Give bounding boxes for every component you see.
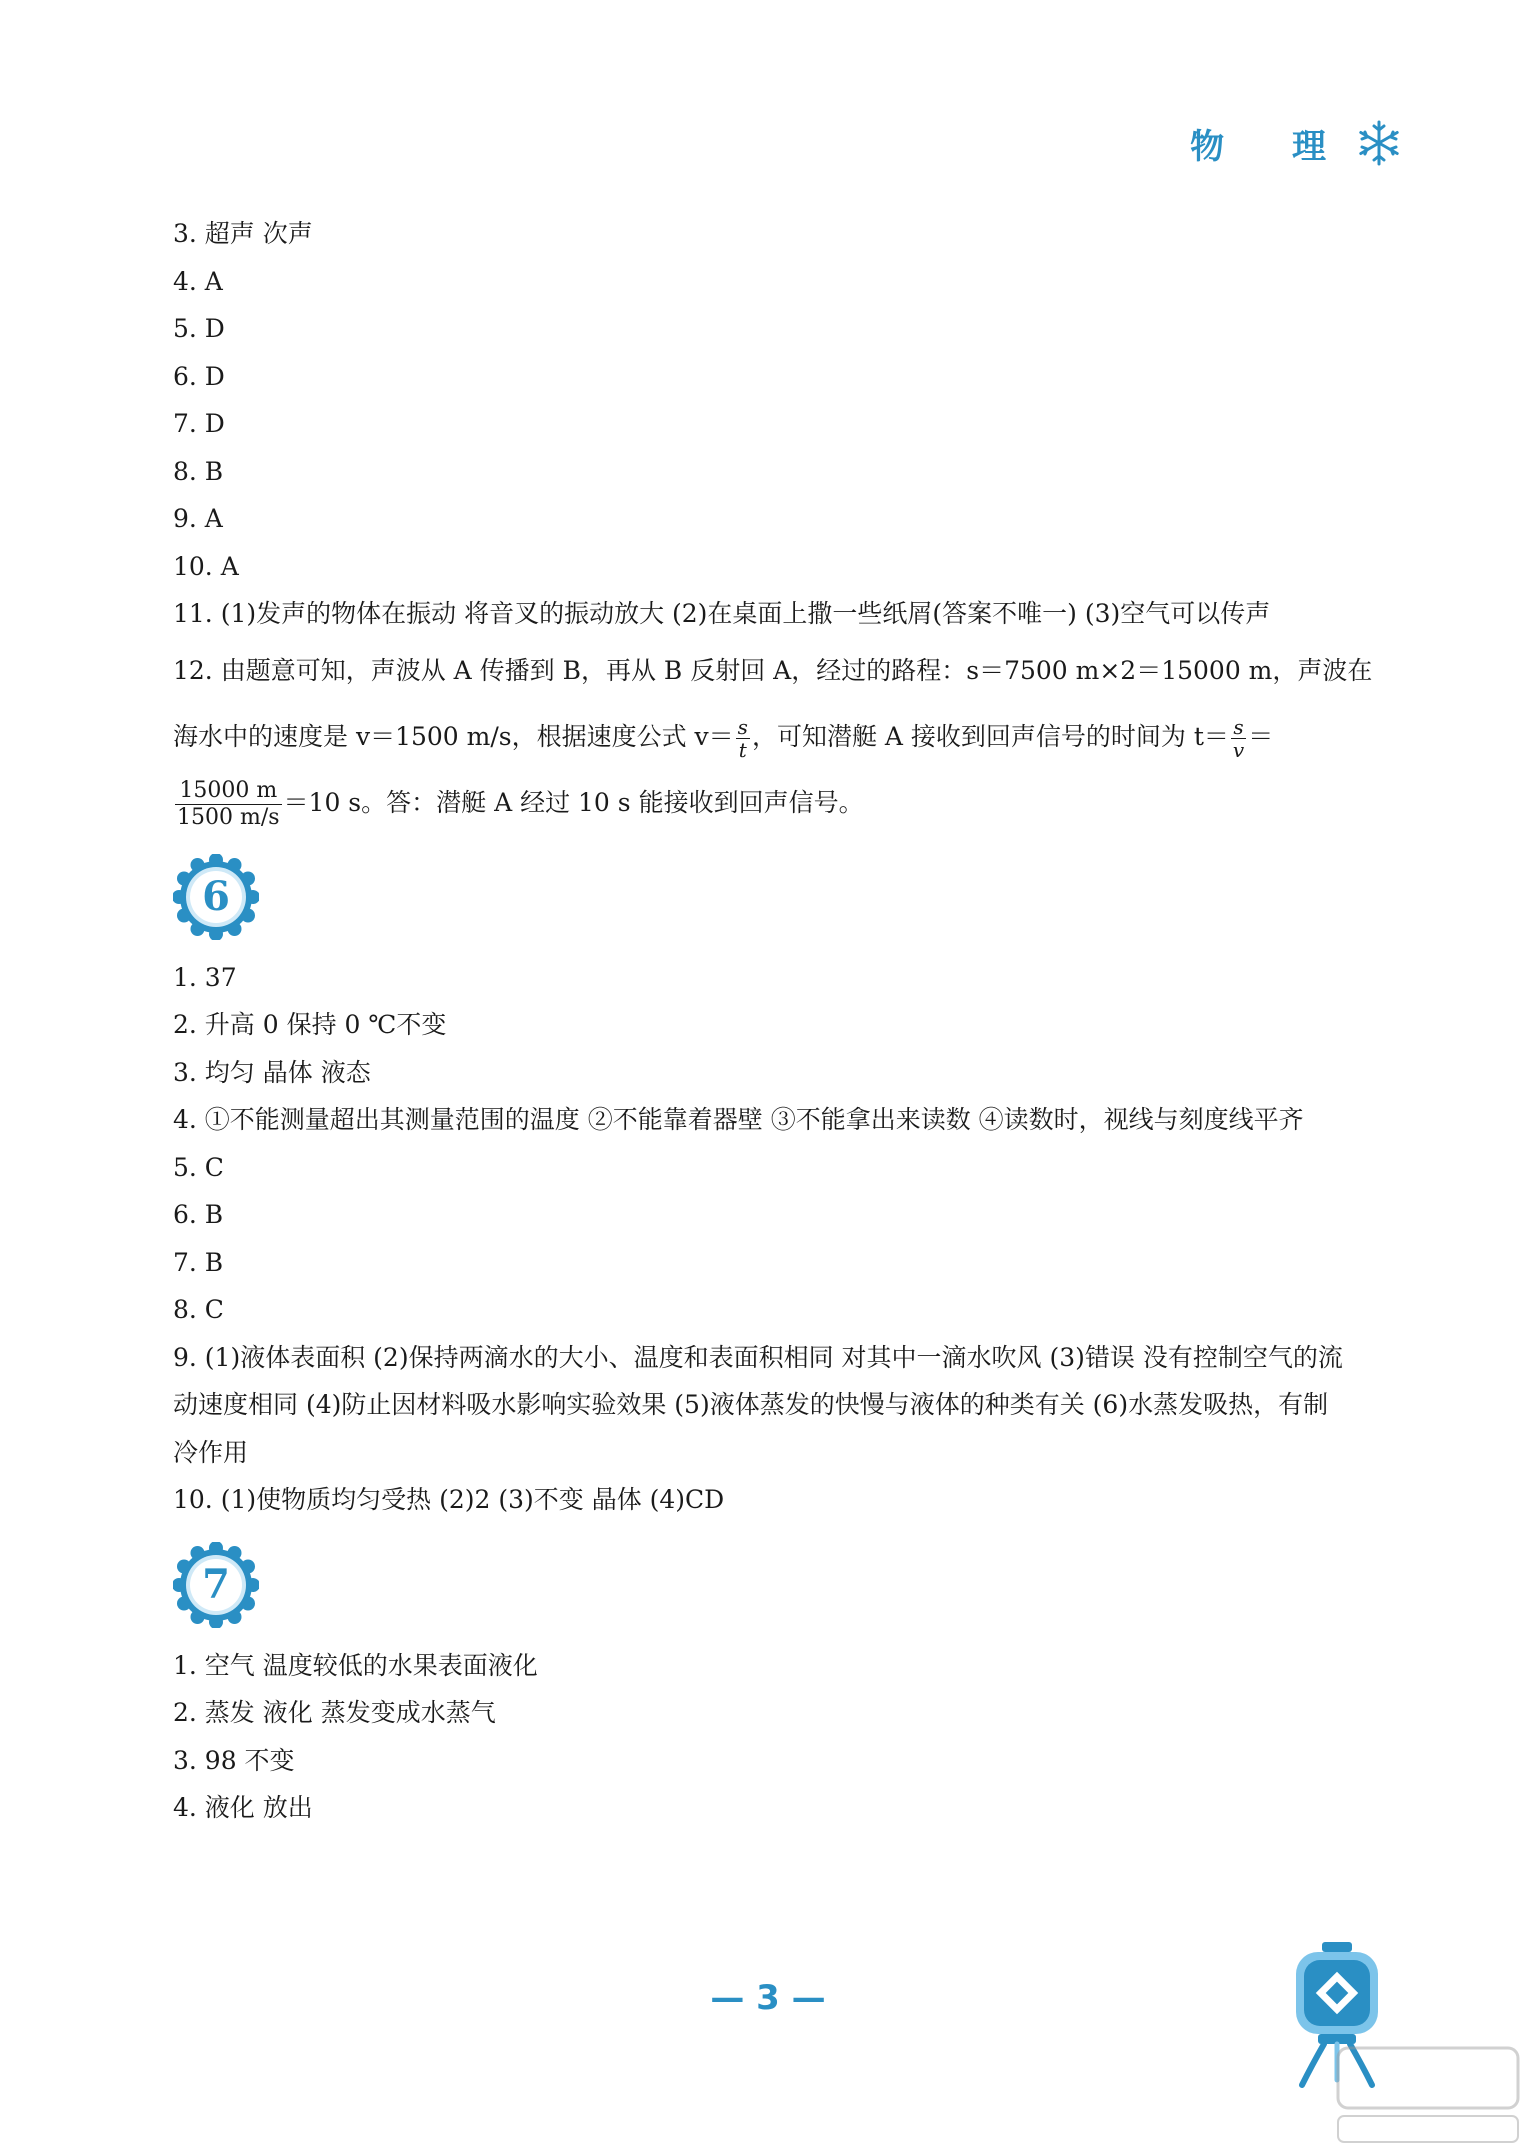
answer-line: 4. A [173,266,223,296]
fraction-s-over-t [736,716,750,761]
answer-line: 1. 37 [173,962,237,992]
section-7 [173,1542,1343,1832]
page-number: — 3 — [710,1978,826,2018]
fraction-distance-over-speed [175,778,282,831]
answer-line: 7. D [173,409,225,438]
answer-line: 10. A [173,551,239,581]
subject-title: 物 理 [1190,126,1354,167]
answer-12-line1: 12. 由题意可知，声波从 A 传播到 B，再从 B 反射回 A，经过的路程：s＝7500 m×2＝15000 m，声波在 [173,655,1373,685]
answer-line: 9. A [173,504,223,533]
answer-12-text-d: ＝10 s。答：潜艇 A 经过 10 s 能接收到回声信号。 [283,787,864,817]
answer-line: 10. (1)使物质均匀受热 (2)2 (3)不变 晶体 (4)CD [173,1485,725,1514]
fraction-denominator: t [738,737,747,762]
answer-line: 1. 空气 温度较低的水果表面液化 [173,1650,538,1680]
answer-line: 3. 超声 次声 [173,219,313,248]
page-header [1190,118,1404,168]
answer-12 [173,638,1373,836]
section-6 [173,854,1343,1524]
fraction-denominator: v [1232,737,1245,762]
answer-line: 2. 升高 0 保持 0 ℃不变 [173,1010,447,1039]
answer-line: 6. D [173,361,225,391]
answer-line: 9. (1)液体表面积 (2)保持两滴水的大小、温度和表面积相同 对其中一滴水吹风 (3)错误 没有控制空气的流动速度相同 (4)防止因材料吸水影响实验效果 (5)液体蒸发的快慢与液体的种类有关 (6)水蒸发吸热，有制冷作用 [173,1342,1343,1467]
answer-12-text-b: ，可知潜艇 A 接收到回声信号的时间为 t＝ [751,721,1229,751]
answer-line: 4. ①不能测量超出其测量范围的温度 ②不能靠着器壁 ③不能拿出来读数 ④读数时，视线与刻度线平齐 [173,1105,1304,1134]
section-badge-7 [173,1542,259,1628]
answer-line: 6. B [173,1200,224,1229]
answer-line: 8. C [173,1295,224,1324]
snowflake-icon [1354,118,1404,168]
section-badge-6 [173,854,259,940]
answer-content [173,210,1373,1832]
badge-number: 7 [202,1561,230,1608]
answer-line: 7. B [173,1247,224,1277]
answer-12-text-c: ＝ [1248,721,1274,751]
fraction-s-over-v [1231,716,1246,761]
section-5 [173,210,1373,836]
fraction-numerator: s [1231,716,1246,739]
watermark-logo [1328,2038,1528,2148]
answer-line: 3. 均匀 晶体 液态 [173,1057,371,1087]
badge-number: 6 [202,873,230,920]
answer-12-text-a: 海水中的速度是 v＝1500 m/s，根据速度公式 v＝ [173,721,734,751]
fraction-denominator: 1500 m/s [177,804,280,830]
answer-line: 11. (1)发声的物体在振动 将音叉的振动放大 (2)在桌面上撒一些纸屑(答案不唯一) (3)空气可以传声 [173,599,1271,628]
answer-line: 8. B [173,456,224,486]
answer-line: 2. 蒸发 液化 蒸发变成水蒸气 [173,1698,496,1727]
answer-12-line2 [173,704,1343,770]
answer-line: 3. 98 不变 [173,1745,295,1775]
answer-line: 5. D [173,314,225,343]
fraction-numerator: 15000 m [175,778,282,805]
answer-12-line3 [173,770,1343,836]
answer-line: 4. 液化 放出 [173,1793,313,1822]
fraction-numerator: s [737,714,748,739]
answer-line: 5. C [173,1152,224,1182]
